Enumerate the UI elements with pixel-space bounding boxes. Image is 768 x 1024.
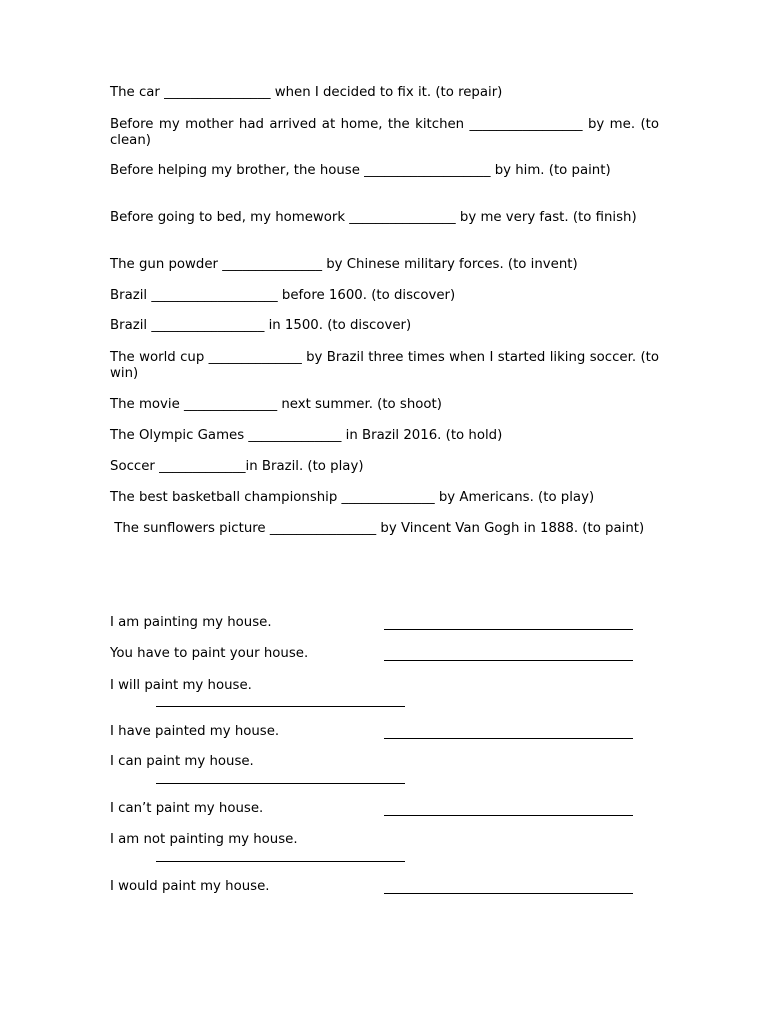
exercise-sentence-2: Before my mother had arrived at home, the kitchen _________________ by me. (to clean) [110, 117, 659, 148]
exercise-sentence-12: The best basketball championship ______________ by Americans. (to play) [110, 490, 595, 505]
exercise-sentence-10: The Olympic Games ______________ in Brazil 2016. (to hold) [110, 428, 503, 443]
answer-line-1[interactable] [384, 629, 633, 630]
transform-item-1: I am painting my house. [110, 615, 272, 630]
exercise-sentence-1: The car ________________ when I decided to fix it. (to repair) [110, 85, 503, 100]
transform-item-6: I can’t paint my house. [110, 801, 264, 816]
answer-line-8[interactable] [384, 893, 633, 894]
answer-line-2[interactable] [384, 660, 633, 661]
transform-item-5: I can paint my house. [110, 754, 254, 769]
exercise-sentence-7: Brazil _________________ in 1500. (to discover) [110, 318, 412, 333]
exercise-sentence-13: The sunflowers picture ________________ by Vincent Van Gogh in 1888. (to paint) [110, 521, 645, 536]
exercise-sentence-11: Soccer _____________in Brazil. (to play) [110, 459, 364, 474]
transform-item-7: I am not painting my house. [110, 832, 298, 847]
transform-item-4: I have painted my house. [110, 724, 280, 739]
exercise-sentence-8: The world cup ______________ by Brazil three times when I started liking soccer. (to win) [110, 350, 659, 381]
exercise-sentence-9: The movie ______________ next summer. (to shoot) [110, 397, 442, 412]
answer-line-4[interactable] [384, 738, 633, 739]
exercise-sentence-6: Brazil ___________________ before 1600. (to discover) [110, 288, 456, 303]
answer-line-7[interactable] [156, 861, 405, 862]
transform-item-8: I would paint my house. [110, 879, 270, 894]
answer-line-6[interactable] [384, 815, 633, 816]
answer-line-5[interactable] [156, 783, 405, 784]
exercise-sentence-5: The gun powder _______________ by Chinese military forces. (to invent) [110, 257, 578, 272]
exercise-sentence-3: Before helping my brother, the house ___________________ by him. (to paint) [110, 163, 611, 178]
transform-item-3: I will paint my house. [110, 678, 252, 693]
transform-item-2: You have to paint your house. [110, 646, 309, 661]
answer-line-3[interactable] [156, 706, 405, 707]
exercise-sentence-4: Before going to bed, my homework ________________ by me very fast. (to finish) [110, 210, 637, 225]
